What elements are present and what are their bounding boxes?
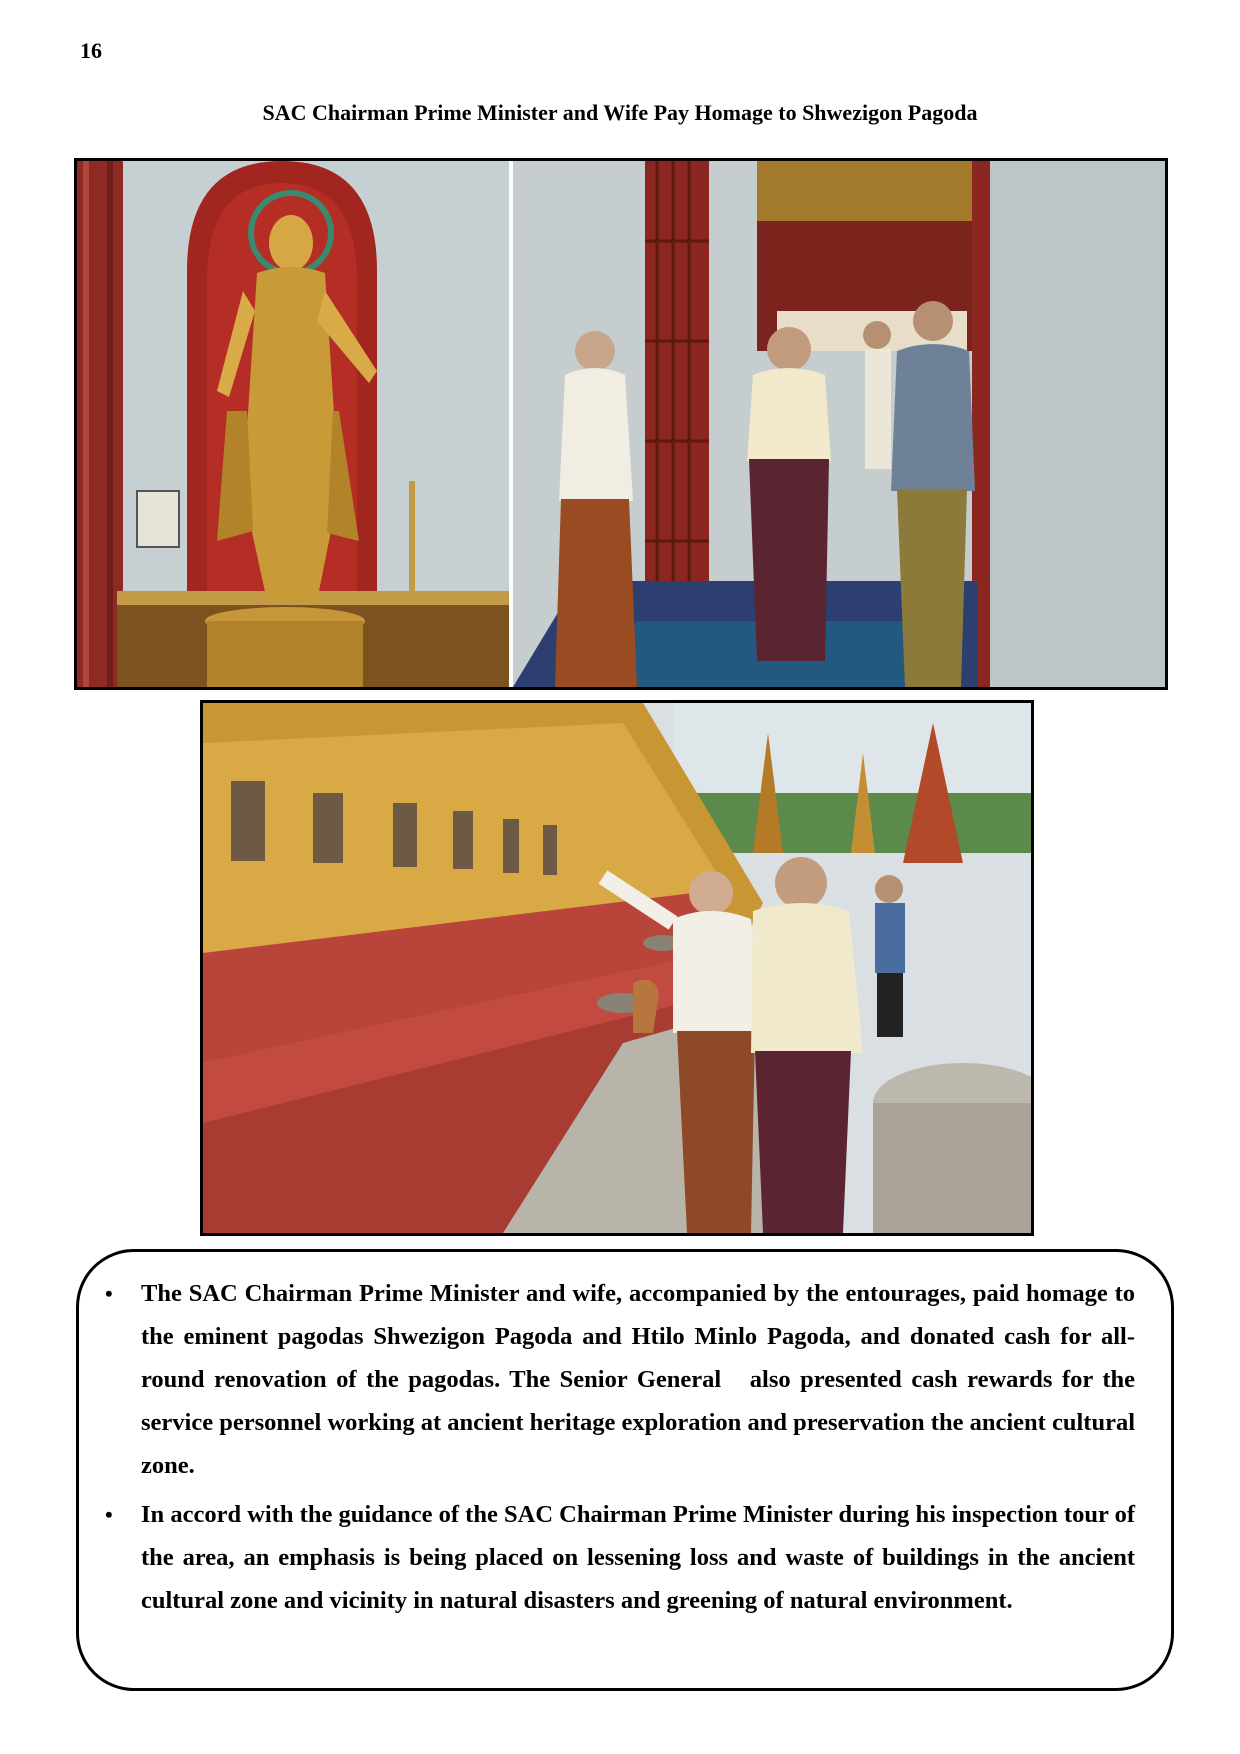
bottom-photo-image — [203, 703, 1031, 1233]
bottom-photo — [200, 700, 1034, 1236]
top-photo — [74, 158, 1168, 690]
bullet-text: The SAC Chairman Prime Minister and wife, accompanied by the entourages, paid homage to the eminent pagodas Shwezigon Pagoda and Htilo Minlo Pagoda, and donated cash for all-round renovation of the pagodas. The Senior General also presented cash rewards for the service personnel working at ancient heritage exploration and preservation the ancient cultural zone. — [141, 1280, 1135, 1479]
bullet-item — [105, 1493, 1135, 1622]
bullet-text: In accord with the guidance of the SAC Chairman Prime Minister during his inspection tour of the area, an emphasis is being placed on lessening loss and waste of buildings in the ancient cultural zone and vicinity in natural disasters and greening of natural environment. — [141, 1501, 1135, 1614]
bullet-list — [105, 1272, 1135, 1622]
bullet-icon: • — [105, 1502, 113, 1527]
bullet-icon: • — [105, 1281, 113, 1306]
page-title: SAC Chairman Prime Minister and Wife Pay Homage to Shwezigon Pagoda — [262, 100, 978, 125]
top-photo-image — [77, 161, 1165, 687]
bullet-item — [105, 1272, 1135, 1487]
page-number: 16 — [80, 38, 102, 63]
caption-box — [76, 1249, 1174, 1691]
